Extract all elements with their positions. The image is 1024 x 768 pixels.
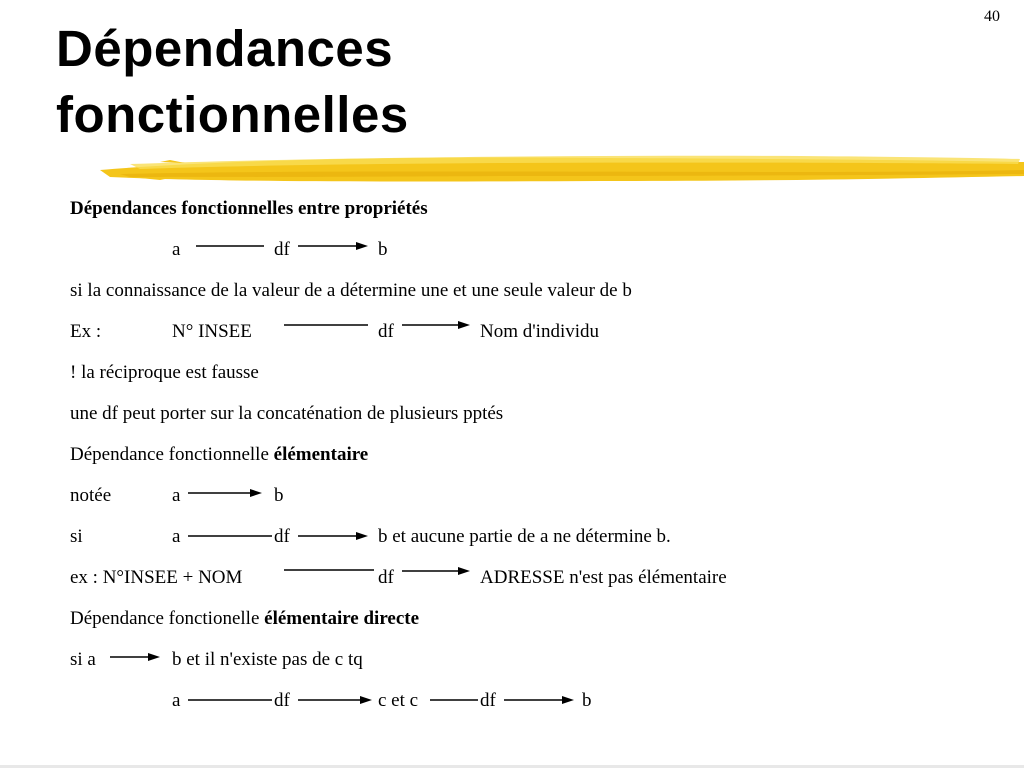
arrow-right-icon (298, 525, 370, 549)
concatenation-text: une df peut porter sur la concaténation de plusieurs pptés (70, 403, 504, 424)
slide-title-line-2: fonctionnelles (56, 86, 409, 143)
df-elementaire-directe-bold: élémentaire directe (264, 608, 420, 629)
slide-number: 40 (984, 8, 1000, 25)
term-b: b (274, 485, 284, 506)
term-df: df (274, 239, 290, 260)
arrow-right-icon (298, 238, 370, 262)
term-a: a (172, 526, 181, 547)
term-df: df (274, 526, 290, 547)
term-insee-nom: ex : N°INSEE + NOM (70, 567, 243, 588)
arrow-right-icon (110, 648, 164, 672)
df-elementaire-heading (70, 443, 368, 467)
df-elementaire-text: Dépendance fonctionnelle (70, 444, 274, 465)
line-segment (430, 689, 478, 713)
example-label: Ex : (70, 321, 102, 342)
line-segment (284, 320, 370, 344)
term-b-aucune-partie: b et aucune partie de a ne détermine b. (378, 526, 671, 547)
arrow-right-icon (504, 689, 576, 713)
df-elementaire-directe-text: Dépendance fonctionelle (70, 608, 265, 629)
reciproque-text: ! la réciproque est fausse (70, 362, 259, 383)
term-a: a (172, 485, 181, 506)
si-label: si (70, 526, 83, 547)
term-df: df (378, 567, 394, 588)
yellow-brush-stroke (100, 150, 1024, 190)
df-elementaire-bold: élémentaire (273, 444, 369, 465)
term-c-et-c: c et c (378, 690, 419, 711)
term-df: df (378, 321, 394, 342)
term-a: a (172, 690, 181, 711)
slide-title (56, 16, 409, 148)
line-segment (188, 689, 272, 713)
term-nom-individu: Nom d'individu (480, 321, 600, 342)
line-segment (196, 238, 266, 262)
term-b-il-nexiste: b et il n'existe pas de c tq (172, 649, 363, 670)
line-segment (188, 525, 272, 549)
term-df: df (480, 690, 496, 711)
arrow-right-icon (402, 566, 472, 590)
df-elementaire-directe-heading (70, 607, 419, 631)
slide-title-line-1: Dépendances (56, 20, 394, 77)
definition-text: si la connaissance de la valeur de a détermine une et une seule valeur de b (70, 280, 632, 301)
arrow-right-icon (188, 484, 266, 508)
term-b: b (378, 239, 388, 260)
term-adresse: ADRESSE n'est pas élémentaire (480, 567, 727, 588)
si-a-label: si a (70, 649, 96, 670)
line-segment (284, 566, 374, 590)
term-b: b (582, 690, 592, 711)
heading-df-entre-proprietes: Dépendances fonctionnelles entre propriétés (70, 198, 428, 219)
arrow-right-icon (298, 689, 374, 713)
term-a: a (172, 239, 181, 260)
notee-label: notée (70, 485, 112, 506)
term-df: df (274, 690, 290, 711)
term-insee: N° INSEE (172, 321, 252, 342)
arrow-right-icon (402, 320, 472, 344)
